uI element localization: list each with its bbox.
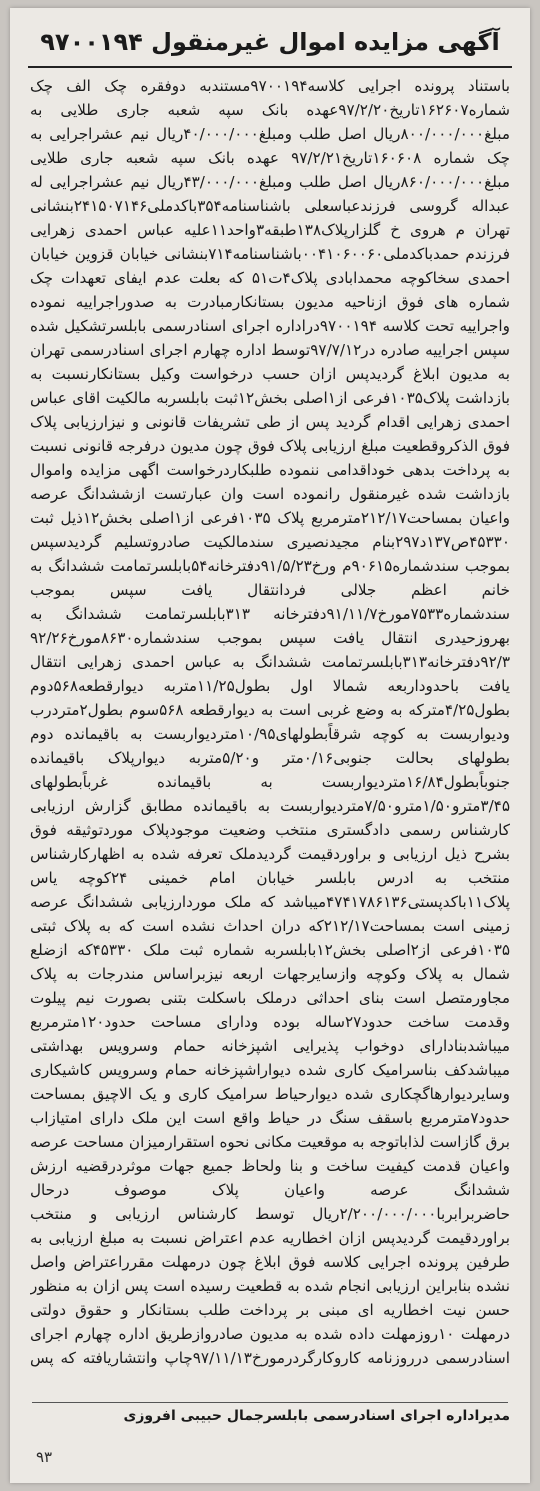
footer-divider bbox=[32, 1402, 508, 1403]
signature-line: مدیراداره اجرای اسنادرسمی بابلسرجمال حبیبی افروزی bbox=[123, 1408, 510, 1424]
masthead bbox=[24, 14, 516, 28]
notice-clipping bbox=[10, 8, 530, 1483]
page-number: ۹۳ bbox=[36, 1448, 53, 1466]
title-divider bbox=[28, 66, 512, 68]
notice-body bbox=[30, 74, 510, 1374]
notice-title: آگهی مزایده اموال غیرمنقول ۹۷۰۰۱۹۴ bbox=[40, 28, 500, 56]
notice-paragraph: باستناد پرونده اجرایی کلاسه۹۷۰۰۱۹۴مستندبه دوفقره چک الف چک شماره۱۶۲۶۰۷تاریخ۹۷/۲/۲۰عهده بانک سپه شعبه جاری طلایی به مبلغ۸۰۰/۰۰۰/۰۰۰ریال اصل طلب ومبلغ۴۰/۰۰۰/۰۰۰ریال نیم عشراجرایی به چک شماره ۱۶۰۶۰۸تاریخ۹۷/۲/۲۱ عهده بانک سپه شعبه جاری طلایی مبلغ۸۶۰/۰۰۰/۰۰۰ریال اصل طلب ومبلغ۴۳/۰۰۰/۰۰۰ریال نیم عشراجرایی له عبداله گروسی فرزندعباسعلی باشناسنامه۳۵۴باکدملی۲۴۱۵۰۷۱۴۶بنشانی تهران م هروی خ گلزارپلاک۱۳۸طبقه۳واحد۱۱علیه عباس احمدی زهرایی فرزندم حمدباکدملی۰۰۴۱۰۶۰۰۶۰باشناسنامه۷۱۴بنشانی خیابان قزوین خیابان احمدی سخاکوچه محمدابادی پلاک۴ت۵۱ که بعلت عدم ایفای تعهدات چک شماره های فوق ازناحیه مدیون بستانکارمبادرت به صدوراجراییه نموده واجراییه تحت کلاسه ۹۷۰۰۱۹۴دراداره اجرای اسنادرسمی بابلسرتشکیل شده سپس اجراییه صادره در۹۷/۷/۱۲توسط اداره چهارم اجرای اسنادرسمی تهران به مدیون ابلاغ گردیدپس ازان حسب درخواست وکیل بستانکارنسبت به بازداشت پلاک۱۰۳۵فرعی از۱اصلی بخش۱۲ثبت بابلسربه مالکیت اقای عباس احمدی زهرایی اقدام گردید پس از طی تشریفات قانونی و نیزارزیابی پلاک فوق الذکروقطعیت مبلغ ارزیابی پلاک فوق چون مدیون درفرجه قانونی نسبت به پرداخت بدهی خوداقدامی ننموده طلبکاردرخواست اگهی مزایده واموال بازداشت شده غیرمنقول رانموده است وان عبارتست ازششدانگ عرصه واعیان بمساحت۲۱۲/۱۷مترمربع پلاک ۱۰۳۵فرعی از۱اصلی بخش۱۲ذیل ثبت ۴۵۳۳۰ص۱۳۷د۲۹۷بنام مجیدنصیری سندمالکیت صادروتسلیم گردیدسپس بموجب سندشماره۹۰۶۱۵م ورخ۹۱/۵/۲۳دفترخانه۵۴بابلسرتمامت ششدانگ به خانم اعظم جلالی فردانتقال یافت سپس بموجب سندشماره۷۵۳۳مورخ۹۱/۱۱/۷دفترخانه ۳۱۳بابلسرتمامت ششدانگ به بهروزحیدری انتقال یافت سپس بموجب سندشماره۸۶۳۰مورخ۹۲/۲۶ ۹۲/۳دفترخانه۳۱۳بابلسرتمامت ششدانگ به عباس احمدی زهرایی انتقال یافت باحدوداربعه شمالا اول بطول۱۱/۲۵متربه دیوارقطعه۵۶۸دوم بطول۴/۲۵مترکه به وضع غربی است به دیوارقطعه ۵۶۸سوم بطول۲متردرب ودیواربست به کوچه شرقاًبطولهای۱۰/۹۵متردیواربست به باقیمانده دوم بطولهای بحالت جنوبی۰/۱۶متر و۵/۲۰متربه دیوارپلاک باقیمانده جنوباًبطول۱۶/۸۴متردیواربست به باقیمانده غرباًبطولهای ۳/۴۵مترو۱/۵۰مترو۷/۵۰متردیواربست به باقیمانده مطابق گزارش ارزیابی کارشناس رسمی دادگستری منتخب وضعیت موجودپلاک موردتوثیقه فوق بشرح ذیل ارزیابی و براوردقیمت گردیدملک تعرفه شده به اظهارکارشناس منتخب به ادرس بابلسر خیابان امام خمینی ۲۴کوچه یاس پلاک۱۱باکدپستی۴۷۴۱۷۸۶۱۳۶میباشد که ملک موردارزیابی ششدانگ عرصه زمینی است بمساحت۲۱۲/۱۷که دران احداث نشده است که به پلاک ثبتی ۱۰۳۵فرعی از۲اصلی بخش۱۲بابلسربه شماره ثبت ملک ۴۵۳۳۰که ازضلع شمال به پلاک وکوچه وازسایرجهات اربعه نیزبراساس مندرجات به پلاک مجاورمتصل است بنای احداثی درملک باسکلت بتنی بصورت نیم پیلوت وقدمت ساخت حدود۲۷ساله بوده ودارای مساحت حدود۱۲۰مترمربع میباشدبنادارای دوخواب پذیرایی اشپزخانه حمام وسرویس بهداشتی میباشدکف بناسرامیک کاری شده دیواراشپزخانه حمام وسرویس کاشیکاری وسایردیوارهاگچکاری شده دیوارحیاط سرامیک کاری و یک الاچیق بمساحت حدود۷مترمربع باسقف سنگ در حیاط واقع است این ملک دارای امتیازاب برق گازاست لذاباتوجه به موقعیت مکانی نحوه استقرارمیزان مساحت عرصه واعیان قدمت کیفیت ساخت و بنا ولحاظ جمیع جهات موثردرقضیه ارزش ششدانگ عرصه واعیان پلاک موصوف درحال حاضربرابربا۲/۲۰۰/۰۰۰/۰۰۰ریال توسط کارشناس ارزیابی و منتخب براوردقیمت گردیدپس ازان اخطاریه عدم اعتراض نسبت به مبلغ ارزیابی به طرفین پرونده اجرایی کلاسه فوق ابلاغ چون درمهلت مقرراعتراض واصل نشده بنابراین ارزیابی انجام شده به قطعیت رسیده است پس ازان به منظور حسن نیت اخطاریه ای مبنی بر پرداخت طلب بستانکار و حقوق دولتی درمهلت ۱۰روزمهلت داده شده به مدیون صادروازطریق اداره چهارم اجرای اسنادرسمی درروزنامه کاروکارگردرمورخ۹۷/۱۱/۱۳چاپ وانتشاریافته که پس bbox=[30, 77, 510, 1367]
